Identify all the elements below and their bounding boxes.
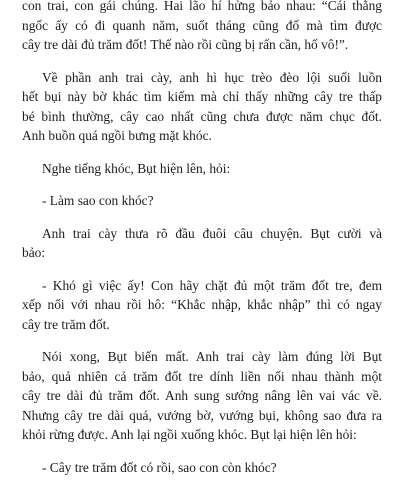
dialogue-buddha-advice [22, 276, 382, 335]
text-line: Anh buồn quá ngồi bưng mặt khóc. [22, 128, 212, 143]
text-line: con trai, con gái chúng. Hai lão hí hửng bảo nhau: “Cái thằng [22, 0, 382, 13]
text-line: cây tre dài đủ trăm đốt! Thế nào rồi cũng bị rấn cần, hố vô!”. [22, 37, 349, 52]
paragraph-tree-assembled [22, 347, 382, 445]
text-line: Nói xong, Bụt biến mất. Anh trai cày làm đúng lời Bụt [42, 349, 382, 364]
text-line: Nghe tiếng khóc, Bụt hiện lên, hỏi: [42, 160, 231, 176]
text-line: Nhưng cây tre dài quá, vướng bờ, vướng bụi, không sao đưa ra [22, 407, 382, 423]
text-line: xếp nối với nhau rồi hô: “Khắc nhập, khắc nhập” thì có ngay [22, 297, 382, 312]
paragraph-continuation [22, 0, 382, 55]
paragraph-buddha-appears [22, 159, 382, 179]
text-line: bảo, quả nhiên cả trăm đốt tre dính liền nối nhau thành một [22, 368, 382, 384]
text-line: - Khó gì việc ấy! Con hãy chặt đủ một trăm đốt tre, đem [42, 277, 382, 293]
paragraph-search [22, 68, 382, 146]
text-line: bé bình thường, cây cao nhất cũng chưa được năm chục đốt. [22, 108, 382, 124]
text-line: cây tre dài đủ trăm đốt. Anh sung sướng nâng lên vai vác về. [22, 388, 382, 403]
text-line: ngốc ấy có đi quanh năm, suốt tháng cũng đố mà tìm được [22, 17, 382, 33]
text-line: cây tre trăm đốt. [22, 316, 110, 332]
text-line: Về phần anh trai cày, anh hì hục trèo đèo lội suối luồn [42, 69, 382, 85]
dialogue-question-again [22, 458, 382, 478]
text-line: - Cây tre trăm đốt có rồi, sao con còn khóc? [42, 459, 277, 475]
text-line: Anh trai cày thưa rõ đầu đuôi câu chuyện. Bụt cười và [42, 225, 382, 241]
story-text [22, 0, 382, 490]
text-line: bảo: [22, 245, 46, 260]
text-line: - Làm sao con khóc? [42, 193, 154, 208]
text-line: hết bụi này bờ khác tìm kiếm mà chỉ thấy những cây tre thấp [22, 89, 382, 104]
text-line: khỏi rừng được. Anh lại ngồi xuống khóc. Bụt lại hiện lên hỏi: [22, 427, 357, 442]
dialogue-question [22, 191, 382, 211]
paragraph-explanation [22, 224, 382, 263]
